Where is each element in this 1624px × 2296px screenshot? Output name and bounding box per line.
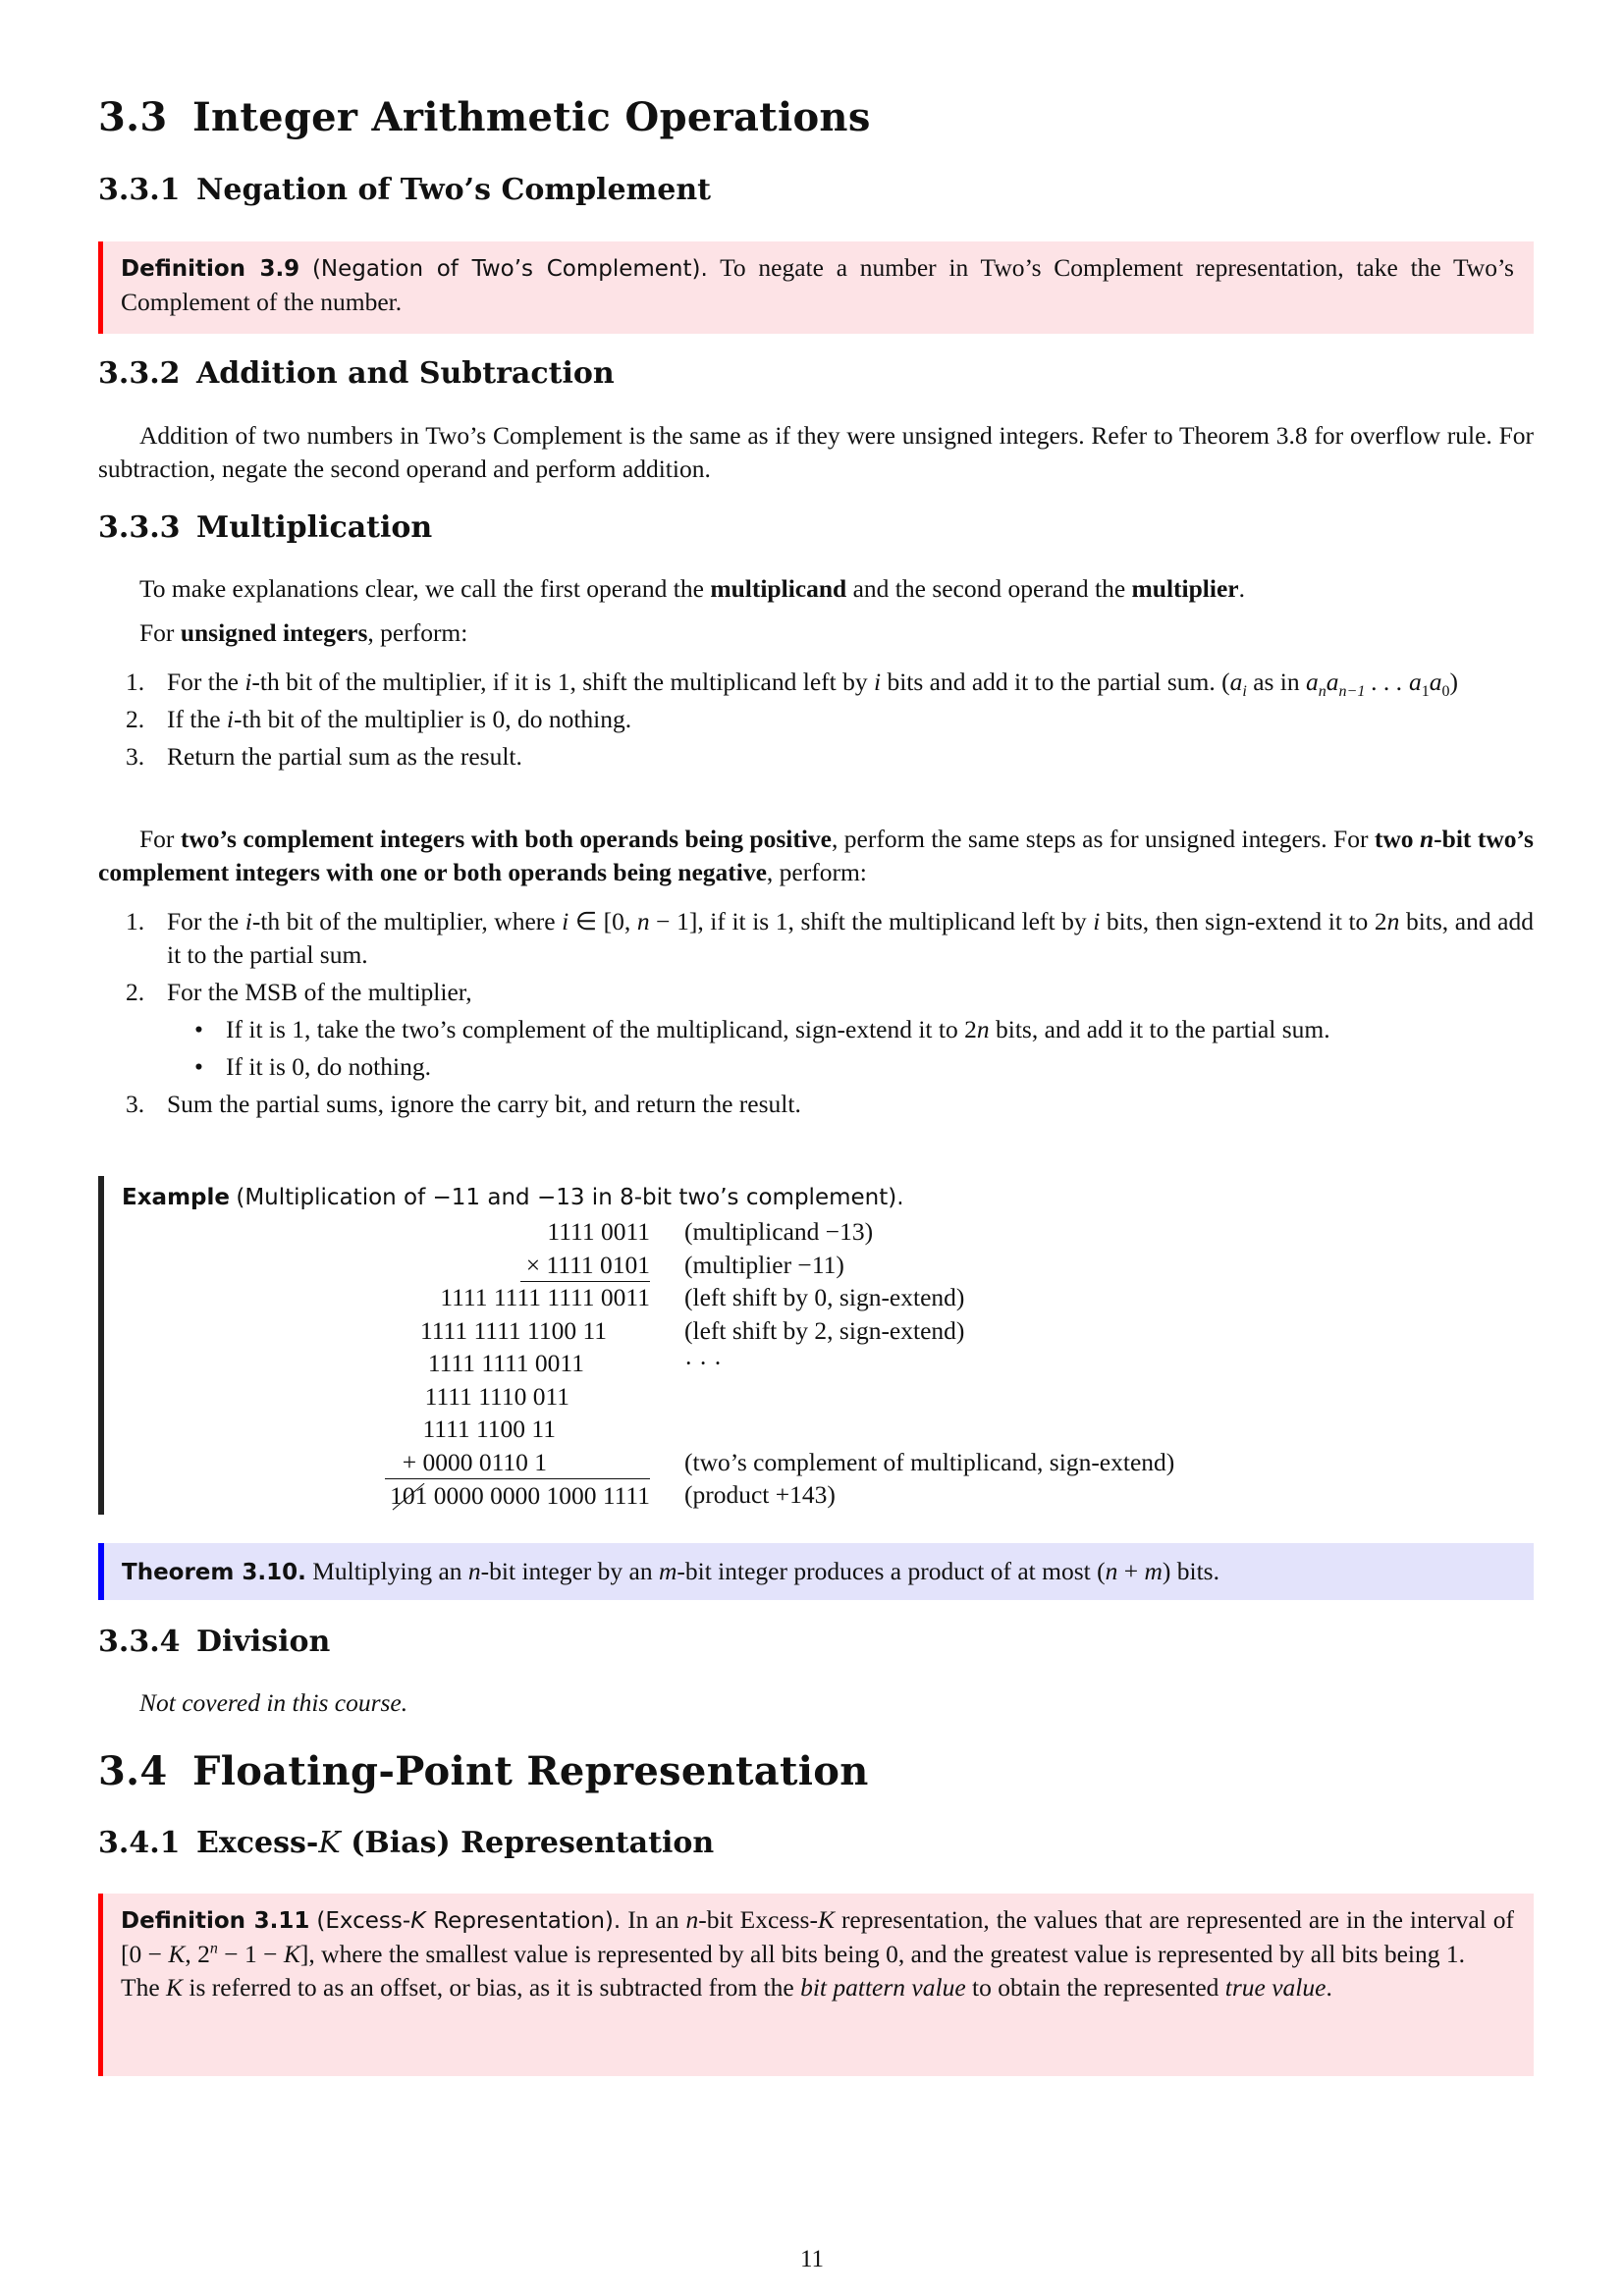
subsection-number: 3.3.1 [98,173,181,207]
subsection-title: Division [196,1625,331,1659]
text: bits, and add it to the partial sum. [167,907,1534,969]
calc-row [295,1249,650,1282]
text: -bit Excess- [698,1905,818,1934]
calc-row [295,1215,650,1249]
text: to obtain the represented [965,1973,1225,2002]
list-number: 2. [126,705,145,733]
subsection-heading-3-3-4 [98,1625,330,1659]
text: To make explanations clear, we call the first operand the [139,574,711,603]
calc-value [390,1479,650,1513]
multiplication-intro [98,572,1534,606]
subsection-number: 3.4.1 [98,1826,181,1860]
section-heading-3-3 [98,94,871,140]
text: Not covered in this course. [139,1688,408,1717]
section-title: Integer Arithmetic Operations [192,94,871,140]
division-note [98,1686,1534,1720]
emphasis: true value [1224,1973,1326,2002]
math-var: i [562,907,569,935]
definition-paragraph-2 [121,1971,1514,2004]
math-var: a [1306,667,1319,696]
unsigned-steps-list [98,666,1534,777]
math-var: K [166,1973,184,2002]
text: , perform: [367,618,468,647]
twos-complement-steps-list [98,905,1534,1125]
text: ∈ [0, [568,907,637,935]
math-var: i [226,705,234,733]
theorem-box-3-10 [98,1543,1534,1600]
calc-comment-row [684,1314,1372,1348]
text: (Excess- [316,1908,411,1934]
math-var: . . . a [1365,667,1422,696]
calc-comment: · · · [684,1349,723,1377]
math-var: i [244,907,252,935]
text: If the [167,705,227,733]
definition-paragraph-1 [121,1903,1514,1971]
section-number: 3.4 [98,1748,168,1794]
page-number: 11 [799,2246,825,2272]
math-var: i [244,667,252,696]
list-number: 1. [126,667,145,696]
term-multiplier: multiplier [1131,574,1239,603]
text: -th bit of the multiplier, if it is 1, shift the multiplicand left by [251,667,874,696]
subsection-heading-3-3-3 [98,510,432,545]
unsigned-intro [98,616,1534,650]
product-value: 0000 0000 1000 1111 [433,1481,650,1510]
text: as in [1246,667,1307,696]
calc-comment-row [684,1215,1372,1249]
calc-row [295,1413,650,1446]
text: Return the partial sum as the result. [167,742,522,771]
subsection-number: 3.3.3 [98,510,181,545]
text: For [139,618,181,647]
text: -th bit of the multiplier, where [251,907,563,935]
text: If it is 0, do nothing. [226,1052,431,1081]
list-number: 3. [126,742,145,771]
math-var: n [467,1557,481,1585]
math-sub: i [1242,683,1247,701]
list-number: 1. [126,907,145,935]
text: and the second operand the [846,574,1132,603]
calc-value: 1111 1100 11 [422,1415,556,1443]
math-var: i [1093,907,1101,935]
math-var: i [873,667,882,696]
example-label: Example [122,1185,230,1210]
text: Multiplying an [312,1557,468,1585]
text: bits, and add it to the partial sum. [989,1015,1330,1043]
math-var: a [1229,667,1243,696]
addition-paragraph: Addition of two numbers in Two’s Complement is the same as if they were unsigned integers. Refer to Theorem 3.8 for overflow rule. For subtraction, negate the second operand and perform addition. [98,421,1534,483]
calc-row [295,1314,650,1348]
subsection-title: Excess- [196,1826,319,1860]
calc-comment-row [684,1380,1372,1414]
math-var: n [1419,825,1435,853]
list-item [98,703,1534,736]
multiplication-calculation [295,1215,650,1513]
calc-row [295,1479,650,1513]
math-sub: 0 [1441,683,1450,701]
math-var: K [168,1940,186,1968]
subsection-number: 3.3.2 [98,356,181,391]
list-item [98,740,1534,774]
subsection-number: 3.3.4 [98,1625,181,1659]
text: Representation). [425,1908,622,1934]
calc-comment: (left shift by 0, sign-extend) [684,1283,965,1311]
calc-row [295,1347,650,1380]
math-var: m [658,1557,677,1585]
text: -th bit of the multiplier is 0, do nothing. [233,705,632,733]
text: bits, then sign-extend it to 2 [1100,907,1387,935]
calc-row [295,1281,650,1314]
calc-value: × 1111 0101 [520,1249,650,1283]
math-var: n [685,1905,699,1934]
list-number: 3. [126,1090,145,1118]
text: − 1], if it is 1, shift the multiplicand left by [649,907,1094,935]
math-var: K [318,1826,341,1860]
calc-comment: (product +143) [684,1480,836,1509]
text: The [121,1973,167,2002]
calc-comment-row [684,1478,1372,1512]
emphasis: bit pattern value [800,1973,966,2002]
text: -bit integer produces a product of at most ( [677,1557,1106,1585]
definition-text: To negate a number in Two’s Complement representation, take the Two’s Complement of the number. [121,253,1514,316]
calc-value: 1111 1110 011 [424,1381,569,1411]
subsection-heading-3-3-1 [98,173,711,207]
math-sub: 1 [1421,683,1430,701]
subsection-title: Addition and Subtraction [196,356,615,391]
math-var: n [976,1015,990,1043]
twos-complement-intro [98,823,1534,889]
definition-note [316,1908,621,1934]
term-multiplicand: multiplicand [710,574,847,603]
calc-comment-row [684,1446,1372,1479]
bullet-icon: • [194,1015,203,1043]
calc-comment: (multiplier −11) [684,1250,844,1279]
math-var: n [636,907,650,935]
calc-value: 1111 0011 [547,1217,650,1246]
bullet-item [98,1013,1534,1046]
calc-comment: (left shift by 2, sign-extend) [684,1315,965,1345]
text: For [139,825,181,853]
math-var: a [1429,667,1442,696]
text: representation, the values that are represented are in the interval of [0 − [121,1905,1515,1968]
calc-value: 1111 1111 1111 0011 [440,1283,650,1311]
calc-comment-row [684,1281,1372,1314]
definition-box-3-9 [98,241,1534,334]
list-number: 2. [126,978,145,1006]
text: For the MSB of the multiplier, [167,978,472,1006]
calc-comment-row [684,1413,1372,1446]
text: If it is 1, take the two’s complement of the multiplicand, sign-extend it to 2 [226,1015,977,1043]
definition-label: Definition 3.11 [121,1908,310,1934]
math-sub: n−1 [1338,683,1366,701]
text: . [1326,1973,1332,2002]
subsection-title: Negation of Two’s Complement [196,173,712,207]
calc-row [295,1380,650,1414]
text: ], where the smallest value is represented by all bits being 0, and the greatest value is represented by all bits being 1. [299,1940,1466,1968]
calc-comment-row [684,1347,1372,1380]
text: , 2 [185,1940,210,1968]
carry-struck-out: 101 [390,1479,427,1513]
bullet-icon: • [194,1052,203,1081]
text: For the [167,667,245,696]
list-item [98,666,1534,699]
text: Sum the partial sums, ignore the carry bit, and return the result. [167,1090,801,1118]
theorem-label: Theorem 3.10. [122,1560,306,1585]
text: In an [627,1905,686,1934]
text: − 1 − [217,1940,284,1968]
subsection-heading-3-4-1 [98,1826,714,1860]
subsection-title: Multiplication [196,510,433,545]
list-item [98,905,1534,972]
example-note: (Multiplication of −11 and −13 in 8-bit two’s complement). [236,1185,904,1210]
text: -bit two’s complement integers with one or both operands being negative [98,825,1534,886]
calc-comment: (two’s complement of multiplicand, sign-extend) [684,1447,1175,1476]
math-var: K [410,1908,426,1934]
math-var: n [1386,907,1400,935]
list-item [98,976,1534,1009]
calculation-comments [684,1215,1372,1512]
math-var: K [283,1940,300,1968]
math-var: a [1326,667,1339,696]
text: For the [167,907,245,935]
math-var: m [1144,1557,1163,1585]
subsection-heading-3-3-2 [98,356,615,391]
section-heading-3-4 [98,1748,869,1794]
text: ) bits. [1162,1557,1219,1585]
calc-value: 1111 1111 0011 [427,1349,584,1377]
calc-row [385,1446,650,1480]
text: -bit integer by an [480,1557,659,1585]
text: is referred to as an offset, or bias, as it is subtracted from the [183,1973,801,2002]
list-item [98,1088,1534,1121]
definition-note: (Negation of Two’s Complement). [311,256,708,282]
calc-value: 1111 1111 1100 11 [419,1315,607,1345]
text: + [1117,1557,1145,1585]
term-both-positive: two’s complement integers with both operands being positive [180,825,832,853]
text: . [1238,574,1245,603]
text: bits and add it to the partial sum. ( [881,667,1230,696]
section-title: Floating-Point Representation [192,1748,869,1794]
term-unsigned-integers: unsigned integers [180,618,368,647]
math-sub: n [1318,683,1326,701]
section-number: 3.3 [98,94,168,140]
calc-comment-row [684,1249,1372,1282]
calc-comment: (multiplicand −13) [684,1217,874,1246]
calc-value: + 0000 0110 1 [402,1447,547,1476]
math-sup: n [209,1940,218,1957]
text: ) [1449,667,1458,696]
definition-box-3-11 [98,1894,1534,2076]
math-var: K [817,1905,835,1934]
bullet-item [98,1050,1534,1084]
text: , perform the same steps as for unsigned integers. For [831,825,1375,853]
subsection-title: (Bias) Representation [340,1826,715,1860]
math-var: n [1105,1557,1118,1585]
text: , perform: [766,858,867,886]
definition-label: Definition 3.9 [121,256,300,282]
text: two [1374,825,1420,853]
